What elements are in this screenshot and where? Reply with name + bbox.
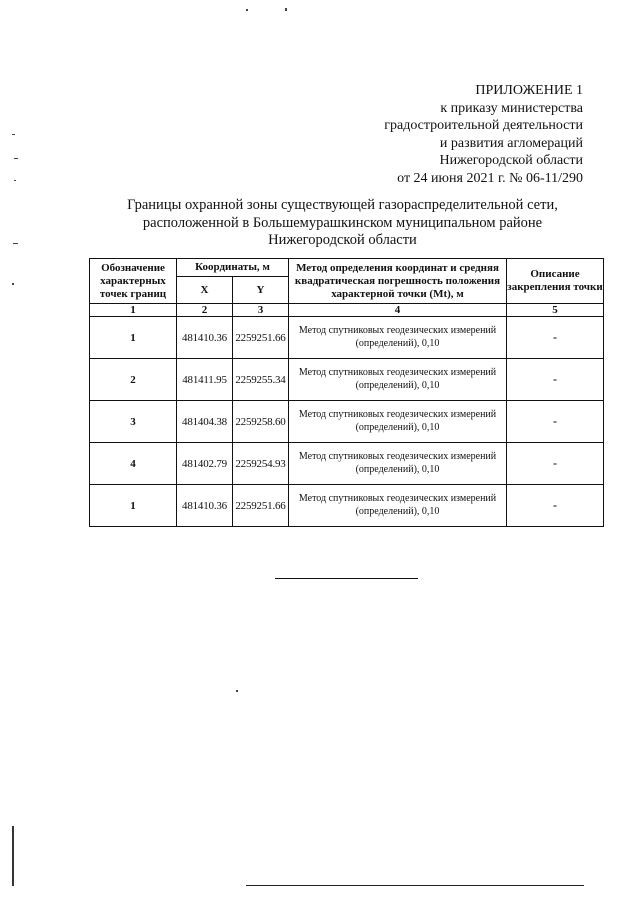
column-number: 1: [90, 304, 177, 317]
description-cell: -: [507, 485, 604, 527]
point-id: 2: [90, 359, 177, 401]
description-cell: -: [507, 317, 604, 359]
coord-y: 2259258.60: [233, 401, 289, 443]
scan-speck: [285, 8, 287, 11]
coord-y: 2259255.34: [233, 359, 289, 401]
appendix-line: от 24 июня 2021 г. № 06-11/290: [397, 170, 583, 186]
column-number: 5: [507, 304, 604, 317]
header-description: Описание закрепления точки: [507, 259, 604, 304]
point-id: 3: [90, 401, 177, 443]
coord-x: 481404.38: [177, 401, 233, 443]
appendix-line: ПРИЛОЖЕНИЕ 1: [475, 83, 583, 98]
scan-speck: [14, 158, 18, 159]
coord-x: 481410.36: [177, 485, 233, 527]
scan-speck: [12, 283, 14, 285]
method-cell: Метод спутниковых геодезических измерений (определений), 0,10: [289, 443, 507, 485]
coord-x: 481411.95: [177, 359, 233, 401]
table-row: [90, 443, 604, 485]
scan-speck: [246, 9, 248, 11]
appendix-line: и развития агломераций: [439, 135, 583, 151]
method-cell: Метод спутниковых геодезических измерений (определений), 0,10: [289, 401, 507, 443]
title-line: расположенной в Большемурашкинском муниципальном районе: [142, 214, 543, 231]
appendix-line: градостроительной деятельности: [384, 118, 583, 134]
description-cell: -: [507, 401, 604, 443]
point-id: 1: [90, 317, 177, 359]
scan-edge-mark: [12, 826, 14, 886]
appendix-header: [323, 82, 583, 188]
scan-speck: [13, 243, 18, 244]
coord-y: 2259254.93: [233, 443, 289, 485]
header-method: Метод определения координат и средняя квадратическая погрешность положения характерной точки (Mt), м: [289, 259, 507, 304]
title-line: Нижегородской области: [268, 232, 417, 248]
scan-speck: [14, 180, 16, 181]
header-point: Обозначение характерных точек границ: [90, 259, 177, 304]
method-cell: Метод спутниковых геодезических измерений (определений), 0,10: [289, 359, 507, 401]
method-cell: Метод спутниковых геодезических измерений (определений), 0,10: [289, 317, 507, 359]
column-number: 2: [177, 304, 233, 317]
appendix-line: Нижегородской области: [439, 153, 583, 169]
table-row: [90, 359, 604, 401]
table-row: [90, 401, 604, 443]
method-cell: Метод спутниковых геодезических измерений (определений), 0,10: [289, 485, 507, 527]
scan-speck: [12, 134, 15, 135]
header-x: X: [177, 277, 233, 304]
table-row: [90, 485, 604, 527]
document-title: [90, 197, 595, 250]
coord-y: 2259251.66: [233, 485, 289, 527]
appendix-line: к приказу министерства: [440, 100, 583, 116]
header-coordinates: Координаты, м: [177, 259, 289, 277]
coord-x: 481402.79: [177, 443, 233, 485]
scan-speck: [236, 690, 238, 692]
point-id: 1: [90, 485, 177, 527]
column-number: 3: [233, 304, 289, 317]
description-cell: -: [507, 359, 604, 401]
description-cell: -: [507, 443, 604, 485]
header-y: Y: [233, 277, 289, 304]
column-number: 4: [289, 304, 507, 317]
bottom-rule: [246, 885, 584, 886]
table-row: [90, 317, 604, 359]
point-id: 4: [90, 443, 177, 485]
coord-y: 2259251.66: [233, 317, 289, 359]
title-line: Границы охранной зоны существующей газораспределительной сети,: [127, 197, 558, 213]
coord-x: 481410.36: [177, 317, 233, 359]
signature-rule: [275, 578, 418, 579]
coordinates-table: [89, 258, 604, 527]
